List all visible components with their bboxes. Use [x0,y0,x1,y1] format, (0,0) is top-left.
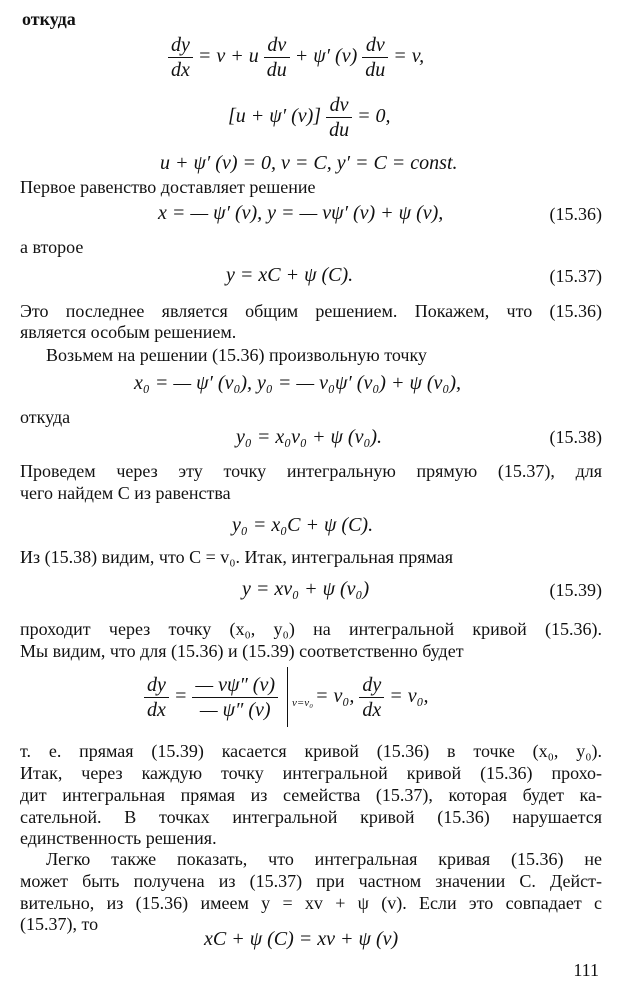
equation-9: y = xv₀ + ψ (v₀) [242,578,370,600]
paragraph-10-line-1: Легко также показать, что интегральная кривая (15.36) не [46,849,602,869]
paragraph-6-line-1: Проведем через эту точку интегральную прямую (15.37), для [20,461,602,481]
equation-7: y₀ = x₀v₀ + ψ (v₀). [236,426,383,448]
equation-6: x₀ = — ψ′ (v₀), y₀ = — v₀ψ′ (v₀) + ψ (v₀), [134,372,462,394]
eq-number-15-38: (15.38) [549,427,602,447]
fraction-dy-dx-3: $\frac{dy}{dx}$ [359,673,384,722]
intro-word: откуда [22,9,76,29]
evaluation-bar: v=v₀ [287,667,288,727]
paragraph-5: откуда [20,407,71,427]
paragraph-9-line-1: т. е. прямая (15.39) касается кривой (15.36) в точке (x₀, y₀). [20,741,602,761]
paragraph-10-line-4: (15.37), то [20,914,99,934]
fraction-dv-du-2: $\frac{dv}{du}$ [362,33,388,82]
equation-10: $\frac{dy}{dx}$ = $\frac{— v\psi'' (v)}{— \psi'' (v)}$ v=v₀ = v₀, $\frac{dy}{dx}$ = v₀, [144,666,429,727]
paragraph-9-line-5: единственность решения. [20,828,217,848]
paragraph-9-line-3: дит интегральная прямая из семейства (15.37), которая будет ка- [20,785,602,805]
paragraph-9-line-4: сательной. В точках интегральной кривой (15.36) нарушается [20,807,602,827]
paragraph-2: а второе [20,237,84,257]
paragraph-4: Возьмем на решении (15.36) произвольную точку [46,345,427,365]
equation-8: y₀ = x₀C + ψ (C). [232,514,374,536]
paragraph-7: Из (15.38) видим, что C = v₀. Итак, интегральная прямая [20,547,454,567]
eq-number-15-39: (15.39) [549,580,602,600]
paragraph-3-line-1: Это последнее является общим решением. Покажем, что (15.36) [20,301,602,321]
equation-2: [u + ψ′ (v)] $\frac{dv}{du}$ = 0, [228,93,391,141]
paragraph-1: Первое равенство доставляет решение [20,177,316,197]
fraction-dv-du: $\frac{dv}{du}$ [264,33,290,82]
equation-3: u + ψ′ (v) = 0, v = C, y′ = C = const. [160,152,458,174]
fraction-dy-dx-2: $\frac{dy}{dx}$ [144,673,169,722]
paragraph-6-line-2: чего найдем C из равенства [20,483,231,503]
fraction-psi: $\frac{— v\psi'' (v)}{— \psi'' (v)}$ [192,673,278,722]
eq-number-15-37: (15.37) [549,266,602,286]
paragraph-8-line-1: проходит через точку (x₀, y₀) на интегральной кривой (15.36). [20,619,602,639]
paragraph-3-line-2: является особым решением. [20,322,237,342]
fraction-dy-dx: $\frac{dy}{dx}$ [168,33,193,82]
eq-number-15-36: (15.36) [549,204,602,224]
page-number: 111 [573,960,599,980]
paragraph-10-line-2: может быть получена из (15.37) при частном значении C. Дейст- [20,871,602,891]
equation-5: y = xC + ψ (C). [226,264,354,286]
paragraph-10-line-3: вительно, из (15.36) имеем y = xv + ψ (v). Если это совпадает с [20,893,602,913]
paragraph-9-line-2: Итак, через каждую точку интегральной кривой (15.36) прохо- [20,763,602,783]
paragraph-8-line-2: Мы видим, что для (15.36) и (15.39) соответственно будет [20,641,464,661]
equation-1: $\frac{dy}{dx}$ = v + u $\frac{dv}{du}$ + ψ′ (v) $\frac{dv}{du}$ = v, [168,28,424,84]
fraction-dv-du-3: $\frac{dv}{du}$ [326,93,352,142]
equation-11: xC + ψ (C) = xv + ψ (v) [204,928,399,950]
equation-4: x = — ψ′ (v), y = — vψ′ (v) + ψ (v), [158,202,444,224]
